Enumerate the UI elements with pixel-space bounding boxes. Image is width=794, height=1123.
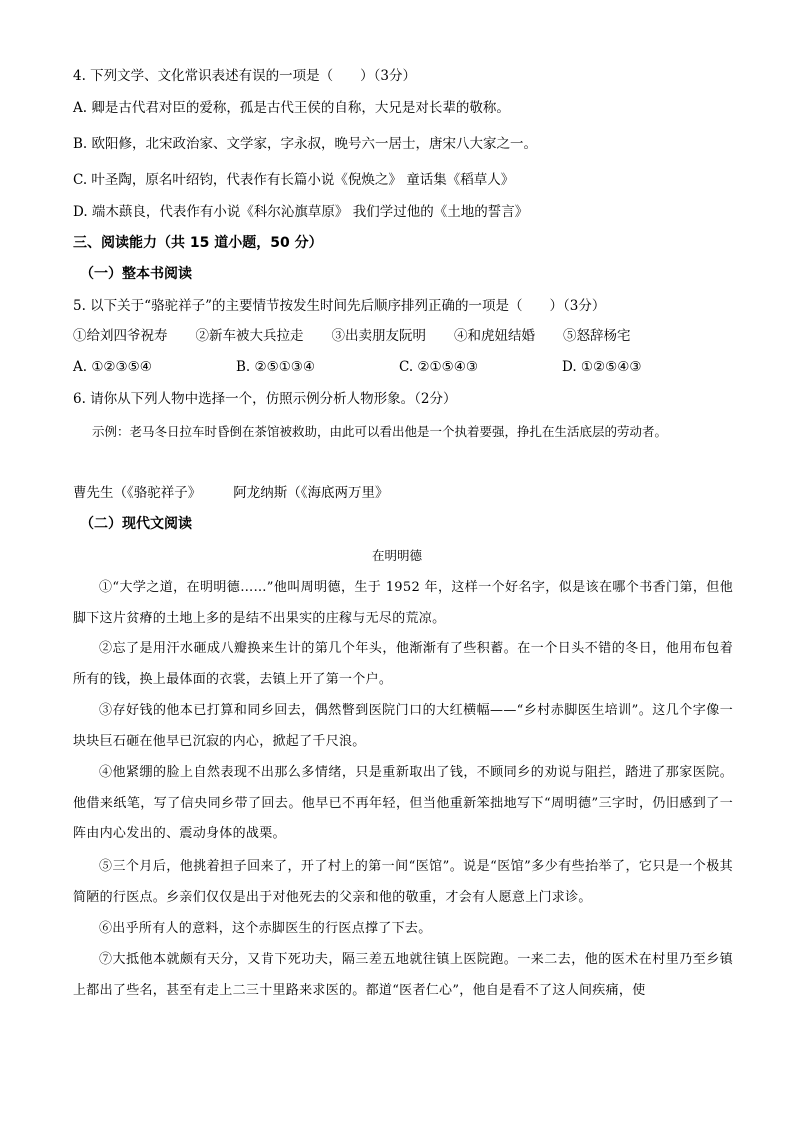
q5-item: ⑤怒辞杨宅 bbox=[563, 328, 631, 344]
q5-choice-c: C. ②①⑤④③ bbox=[399, 359, 478, 375]
article-paragraph-1: ①“大学之道，在明明德……”他叫周明德，生于 1952 年，这样一个好名字，似是该在哪个书香门第，但他脚下这片贫瘠的土地上多的是结不出果实的庄稼与无尽的荒凉。 bbox=[73, 580, 733, 626]
q4-option-b: B. 欧阳修，北宋政治家、文学家，字永叔，晚号六一居士，唐宋八大家之一。 bbox=[73, 136, 538, 152]
q5-item: ③出卖朋友阮明 bbox=[331, 328, 426, 344]
q5-choice-b: B. ②⑤①③④ bbox=[236, 359, 316, 375]
part1-title: （一）整本书阅读 bbox=[80, 266, 192, 282]
q5-item: ①给刘四爷祝寿 bbox=[73, 328, 168, 344]
q5-items bbox=[73, 326, 733, 346]
q5-choices bbox=[73, 357, 733, 377]
q6-example: 示例：老马冬日拉车时昏倒在茶馆被救助，由此可以看出他是一个执着要强，挣扎在生活底层的劳动者。 bbox=[92, 424, 668, 439]
q5-choice-a: A. ①②③⑤④ bbox=[73, 359, 152, 375]
part2-title: （二）现代文阅读 bbox=[80, 516, 192, 532]
q4-option-a: A. 卿是古代君对臣的爱称，孤是古代王侯的自称，大兄是对长辈的敬称。 bbox=[73, 100, 510, 116]
article-paragraph-7: ⑦大抵他本就颇有天分，又肯下死功夫，隔三差五地就往镇上医院跑。一来二去，他的医术在村里乃至乡镇上都出了些名，甚至有走上二三十里路来求医的。都道“医者仁心”，他自是看不了这人间疾痛，使 bbox=[73, 952, 733, 998]
article-paragraph-5: ⑤三个月后，他挑着担子回来了，开了村上的第一间“医馆”。说是“医馆”多少有些抬举了，它只是一个极其简陋的行医点。乡亲们仅仅是出于对他死去的父亲和他的敬重，才会有人愿意上门求诊。 bbox=[73, 859, 733, 905]
q5-item: ④和虎妞结婚 bbox=[454, 328, 535, 344]
q4-stem: 4. 下列文学、文化常识表述有误的一项是（ ）（3分） bbox=[73, 68, 417, 84]
q6-person-2: 阿龙纳斯（《海底两万里》 bbox=[233, 485, 389, 501]
section-title: 三、阅读能力（共 15 道小题，50 分） bbox=[73, 235, 323, 251]
q5-stem: 5. 以下关于“骆驼祥子”的主要情节按发生时间先后顺序排列正确的一项是（ ）（3分） bbox=[73, 298, 606, 314]
q4-option-c: C. 叶圣陶，原名叶绍钧，代表作有长篇小说《倪焕之》 童话集《稻草人》 bbox=[73, 172, 515, 188]
article-paragraph-6: ⑥出乎所有人的意料，这个赤脚医生的行医点撑了下去。 bbox=[99, 921, 432, 936]
q5-choice-d: D. ①②⑤④③ bbox=[562, 359, 642, 375]
q6-stem: 6. 请你从下列人物中选择一个，仿照示例分析人物形象。（2分） bbox=[73, 391, 457, 407]
article-title: 在明明德 bbox=[371, 548, 422, 563]
article-paragraph-3: ③存好钱的他本已打算和同乡回去，偶然瞥到医院门口的大红横幅——“乡村赤脚医生培训”。这几个字像一块块巨石砸在他早已沉寂的内心，掀起了千尺浪。 bbox=[73, 703, 733, 749]
q6-person-1: 曹先生（《骆驼祥子》 bbox=[73, 485, 202, 501]
article-paragraph-4: ④他紧绷的脸上自然表现不出那么多情绪，只是重新取出了钱，不顾同乡的劝说与阻拦，踏进了那家医院。他借来纸笔，写了信央同乡带了回去。他早已不再年轻，但当他重新笨拙地写下“周明德”三字时，仍旧感到了一阵由内心发出的、震动身体的战栗。 bbox=[73, 765, 733, 841]
article-paragraph-2: ②忘了是用汗水砸成八瓣换来生计的第几个年头，他渐渐有了些积蓄。在一个日头不错的冬日，他用布包着所有的钱，换上最体面的衣裳，去镇上开了第一个户。 bbox=[73, 641, 733, 687]
q4-option-d: D. 端木蕻良，代表作有小说《科尔沁旗草原》 我们学过他的《土地的誓言》 bbox=[73, 204, 529, 220]
q5-item: ②新车被大兵拉走 bbox=[195, 328, 304, 344]
q6-persons bbox=[73, 483, 733, 503]
